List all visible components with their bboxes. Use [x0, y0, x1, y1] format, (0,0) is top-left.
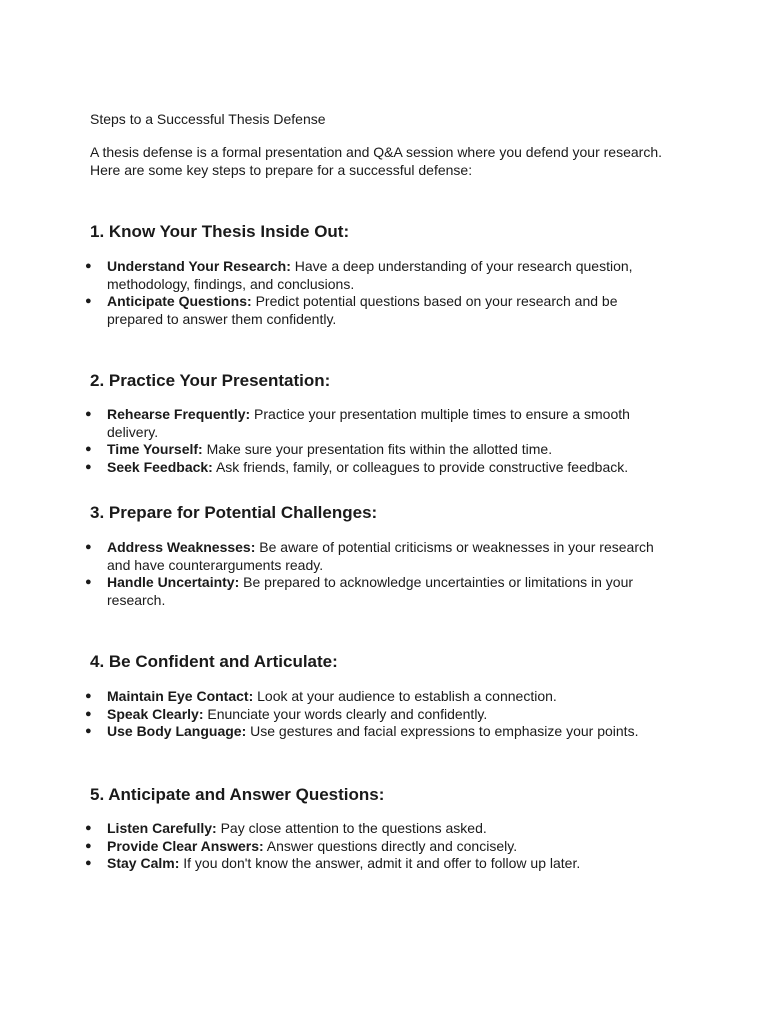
item-term: Address Weaknesses:: [107, 539, 256, 555]
list-item: [0, 574, 677, 609]
item-text: Use gestures and facial expressions to emphasize your points.: [246, 723, 639, 739]
item-term: Seek Feedback:: [107, 458, 213, 475]
section-list-2: [0, 406, 700, 476]
list-item: [0, 293, 677, 328]
item-term: Handle Uncertainty:: [107, 574, 240, 590]
list-item: [0, 688, 677, 706]
section-heading-4: 4. Be Confident and Articulate:: [90, 652, 338, 671]
item-text: Have a deep understanding of your research question, methodology, findings, and conclusions.: [107, 258, 633, 292]
bullet-icon: ●: [85, 857, 92, 869]
item-text: Ask friends, family, or colleagues to provide constructive feedback.: [212, 458, 629, 475]
item-term: Understand Your Research:: [107, 258, 291, 274]
bullet-icon: ●: [85, 408, 92, 420]
section-heading-3: 3. Prepare for Potential Challenges:: [90, 503, 378, 522]
item-term: Anticipate Questions:: [107, 293, 252, 309]
bullet-icon: ●: [85, 822, 92, 834]
item-term: Rehearse Frequently:: [107, 406, 251, 422]
item-term: Time Yourself:: [107, 441, 203, 457]
item-term: Stay Calm:: [107, 855, 180, 871]
bullet-icon: ●: [85, 690, 92, 702]
item-term: Use Body Language:: [107, 723, 247, 739]
list-item: [0, 838, 677, 856]
item-text: Make sure your presentation fits within the allotted time.: [202, 441, 553, 457]
bullet-icon: ●: [85, 260, 92, 272]
bullet-icon: ●: [85, 541, 92, 553]
list-item: [0, 855, 677, 873]
section-list-5: [0, 820, 700, 873]
item-text: Predict potential questions based on your research and be prepared to answer them confidently.: [107, 293, 618, 327]
list-item: [0, 706, 677, 724]
bullet-icon: ●: [85, 295, 92, 307]
section-list-1: [0, 258, 700, 328]
bullet-icon: ●: [85, 576, 92, 588]
intro-paragraph: A thesis defense is a formal presentation and Q&A session where you defend your research. Here are some key steps to prepare for a successful defense:: [90, 144, 662, 178]
list-item: [0, 441, 677, 459]
section-list-4: [0, 688, 700, 741]
item-text: Be aware of potential criticisms or weaknesses in your research and have counterarguments ready.: [107, 539, 654, 573]
item-term: Speak Clearly:: [107, 705, 204, 722]
section-list-3: [0, 539, 700, 609]
item-text: Look at your audience to establish a connection.: [253, 688, 557, 704]
item-text: Enunciate your words clearly and confidently.: [203, 705, 488, 722]
list-item: [0, 723, 677, 741]
list-item: [0, 820, 677, 838]
list-item: [0, 406, 677, 441]
list-item: [0, 258, 677, 293]
bullet-icon: ●: [85, 725, 92, 737]
bullet-icon: ●: [85, 839, 92, 852]
item-text: Answer questions directly and concisely.: [263, 837, 518, 854]
bullet-icon: ●: [85, 443, 92, 455]
section-heading-1: 1. Know Your Thesis Inside Out:: [90, 222, 350, 241]
item-text: Be prepared to acknowledge uncertainties or limitations in your research.: [107, 574, 634, 608]
list-item: [0, 539, 677, 574]
item-term: Listen Carefully:: [107, 820, 217, 836]
item-term: Provide Clear Answers:: [107, 837, 264, 854]
list-item: [0, 459, 677, 477]
item-text: Pay close attention to the questions asked.: [216, 820, 487, 836]
section-heading-2: 2. Practice Your Presentation:: [90, 371, 331, 390]
section-heading-5: 5. Anticipate and Answer Questions:: [90, 785, 385, 804]
document-title: Steps to a Successful Thesis Defense: [90, 111, 326, 127]
bullet-icon: ●: [85, 460, 92, 473]
bullet-icon: ●: [85, 707, 92, 720]
item-text: Practice your presentation multiple times to ensure a smooth delivery.: [107, 406, 630, 440]
item-text: If you don't know the answer, admit it and offer to follow up later.: [179, 855, 581, 871]
item-term: Maintain Eye Contact:: [107, 688, 254, 704]
